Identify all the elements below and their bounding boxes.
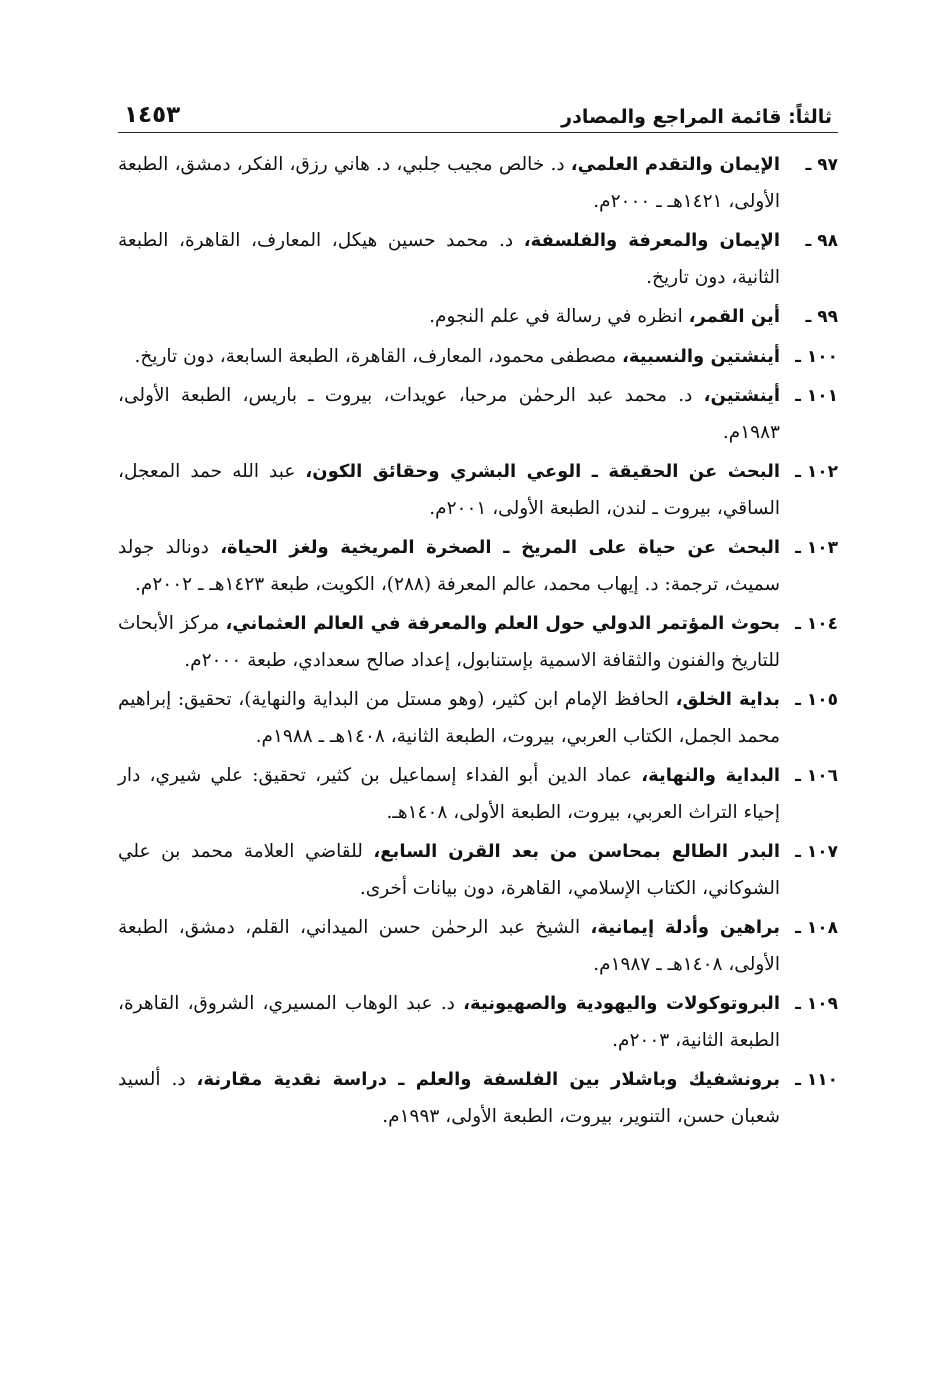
- entry-number: ١٠٦ ـ: [795, 766, 838, 786]
- entry-title: البحث عن الحقيقة ـ الوعي البشري وحقائق الكون،: [305, 461, 780, 482]
- entry-number: ١١٠ ـ: [795, 1070, 838, 1090]
- bibliography-entry: [118, 454, 838, 527]
- bibliography-entry: [118, 986, 838, 1059]
- entry-number: ١٠٨ ـ: [795, 918, 838, 938]
- entry-title: بداية الخلق،: [675, 689, 780, 710]
- entry-text: [118, 339, 780, 376]
- entry-number: ٩٨ ـ: [805, 231, 838, 251]
- entry-text: [118, 910, 780, 983]
- bibliography-entry: [118, 910, 838, 983]
- entry-title: البروتوكولات واليهودية والصهيونية،: [463, 993, 780, 1014]
- entry-text: [118, 606, 780, 679]
- entry-title: أين القمر،: [688, 306, 780, 327]
- entry-text: [118, 758, 780, 831]
- entry-details: د. عبد الوهاب المسيري، الشروق، القاهرة، الطبعة الثانية، ٢٠٠٣م.: [118, 993, 780, 1051]
- entry-details: عبد الله حمد المعجل، الساقي، بيروت ـ لندن، الطبعة الأولى، ٢٠٠١م.: [118, 461, 780, 519]
- entry-text: [118, 1062, 780, 1135]
- entry-number: ٩٧ ـ: [805, 155, 838, 175]
- entry-number: ١٠٥ ـ: [795, 690, 838, 710]
- entry-number: ١٠٧ ـ: [795, 842, 838, 862]
- entry-number: ٩٩ ـ: [805, 307, 838, 327]
- bibliography-entry: [118, 1062, 838, 1135]
- entry-details: دونالد جولد سميث، ترجمة: د. إيهاب محمد، عالم المعرفة (٢٨٨)، الكويت، طبعة ١٤٢٣هـ ـ ٢٠٠٢م.: [118, 537, 780, 595]
- entry-number: ١٠٩ ـ: [795, 994, 838, 1014]
- bibliography-entry: [118, 606, 838, 679]
- entry-title: بحوث المؤتمر الدولي حول العلم والمعرفة في العالم العثماني،: [225, 613, 780, 634]
- entry-details: عماد الدين أبو الفداء إسماعيل بن كثير، تحقيق: علي شيري، دار إحياء التراث العربي، بيروت، الطبعة الأولى، ١٤٠٨هـ.: [118, 765, 780, 823]
- entry-number: ١٠١ ـ: [795, 386, 838, 406]
- entry-details: د. محمد حسين هيكل، المعارف، القاهرة، الطبعة الثانية، دون تاريخ.: [118, 230, 780, 288]
- entry-text: [118, 147, 780, 220]
- entry-details: انظره في رسالة في علم النجوم.: [429, 306, 689, 327]
- entry-title: براهين وأدلة إيمانية،: [590, 917, 780, 938]
- entry-number: ١٠٤ ـ: [795, 614, 838, 634]
- entry-title: البحث عن حياة على المريخ ـ الصخرة المريخية ولغز الحياة،: [220, 537, 780, 558]
- entry-number: ١٠٢ ـ: [795, 462, 838, 482]
- entry-number: ١٠٣ ـ: [795, 538, 838, 558]
- entry-details: مركز الأبحاث للتاريخ والفنون والثقافة الاسمية بإستنابول، إعداد صالح سعدادي، طبعة ٢٠٠٠م.: [118, 613, 780, 671]
- bibliography-entry: [118, 299, 838, 336]
- entry-details: للقاضي العلامة محمد بن علي الشوكاني، الكتاب الإسلامي، القاهرة، دون بيانات أخرى.: [118, 841, 780, 899]
- entry-text: [118, 682, 780, 755]
- entry-title: الإيمان والتقدم العلمي،: [570, 154, 780, 175]
- page-number: ١٤٥٣: [124, 102, 181, 128]
- entry-title: البداية والنهاية،: [641, 765, 780, 786]
- entry-text: [118, 454, 780, 527]
- entry-details: مصطفى محمود، المعارف، القاهرة، الطبعة السابعة، دون تاريخ.: [134, 345, 623, 367]
- bibliography-list: [118, 147, 838, 1135]
- bibliography-entry: [118, 339, 838, 376]
- bibliography-entry: [118, 223, 838, 296]
- entry-text: [118, 986, 780, 1059]
- entry-text: [118, 378, 780, 451]
- bibliography-entry: [118, 758, 838, 831]
- entry-title: أينشتين والنسبية،: [622, 345, 780, 367]
- bibliography-entry: [118, 530, 838, 603]
- bibliography-entry: [118, 682, 838, 755]
- entry-number: ١٠٠ ـ: [795, 346, 838, 367]
- entry-details: الحافظ الإمام ابن كثير، (وهو مستل من البداية والنهاية)، تحقيق: إبراهيم محمد الجمل، الكتاب العربي، بيروت، الطبعة الثانية، ١٤٠٨هـ ـ ١٩٨٨م.: [118, 689, 780, 747]
- entry-title: البدر الطالع بمحاسن من بعد القرن السابع،: [373, 841, 780, 862]
- entry-details: د. ألسيد شعبان حسن، التنوير، بيروت، الطبعة الأولى، ١٩٩٣م.: [118, 1069, 780, 1127]
- bibliography-entry: [118, 834, 838, 907]
- entry-details: د. خالص مجيب جلبي، د. هاني رزق، الفكر، دمشق، الطبعة الأولى، ١٤٢١هـ ـ ٢٠٠٠م.: [118, 154, 780, 212]
- entry-text: [118, 223, 780, 296]
- entry-details: د. محمد عبد الرحمٰن مرحبا، عويدات، بيروت ـ باريس، الطبعة الأولى، ١٩٨٣م.: [118, 385, 780, 443]
- section-title: ثالثاً: قائمة المراجع والمصادر: [561, 106, 832, 128]
- entry-title: برونشفيك وباشلار بين الفلسفة والعلم ـ دراسة نقدية مقارنة،: [196, 1069, 780, 1090]
- entry-title: الإيمان والمعرفة والفلسفة،: [523, 230, 780, 251]
- entry-text: [118, 834, 780, 907]
- bibliography-entry: [118, 147, 838, 220]
- document-page: [118, 92, 838, 1138]
- entry-text: [118, 299, 780, 336]
- entry-details: الشيخ عبد الرحمٰن حسن الميداني، القلم، دمشق، الطبعة الأولى، ١٤٠٨هـ ـ ١٩٨٧م.: [118, 917, 780, 975]
- running-header: [118, 92, 838, 133]
- entry-title: أينشتين،: [703, 385, 780, 406]
- bibliography-entry: [118, 378, 838, 451]
- entry-text: [118, 530, 780, 603]
